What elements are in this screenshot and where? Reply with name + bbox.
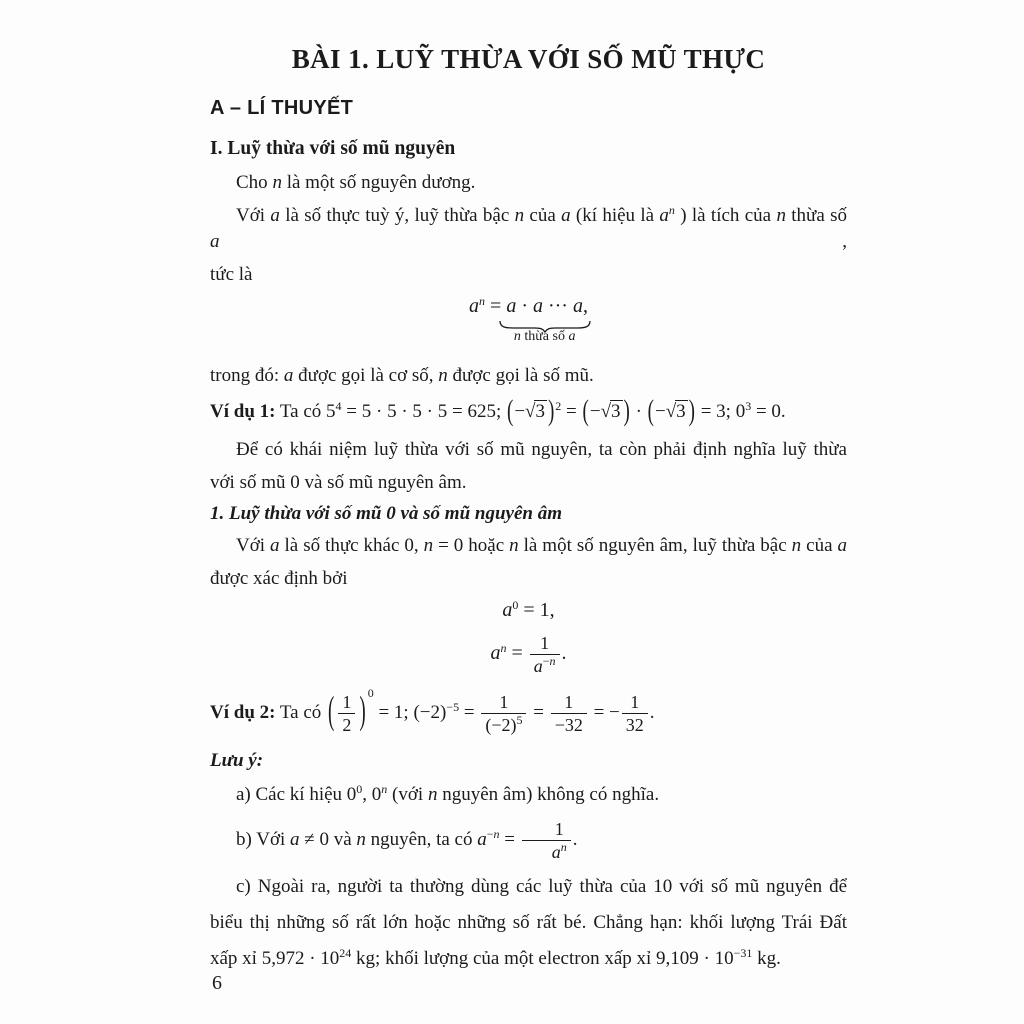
note-heading: Lưu ý: <box>210 750 264 771</box>
formula-power-definition: $a^n = a \cdot a$ ··· a n thừa số a , <box>210 295 847 357</box>
formula-a-zero: $a^0 = 1$, <box>502 598 555 621</box>
example-2-label: Ví dụ 2: <box>210 701 276 723</box>
fraction: $\frac{1}{32}$ <box>622 691 648 736</box>
section-i-heading: I. Luỹ thừa với số mũ nguyên <box>210 138 456 159</box>
page-number: 6 <box>212 972 222 994</box>
fraction: $\frac{1}{-32}$ <box>551 691 587 736</box>
example-1: Ví dụ 1: Ta có $5^4 = 5 \cdot 5 \cdot 5 \cdot 5 = 625$; (−√3 )$^2$ = (−√3 ) · (−√3 ) = 3; $0^3 = 0$. <box>210 394 786 428</box>
para-voi2-line1: Với a là số thực khác 0, n = 0 hoặc n là một số nguyên âm, luỹ thừa bậc n của a <box>236 535 847 556</box>
fraction: $\frac{1}{(-2)^5}$ <box>481 691 526 736</box>
example-1-label: Ví dụ 1: <box>210 401 276 422</box>
example-2: Ví dụ 2: Ta có ( $\frac{1}{2}$ ) $^0$ = 1; $(-2)^{-5}$ = $\frac{1}{(-2)^5}$ = $\frac{1}{-32}$ = − $\frac{1}{32}$ . <box>210 685 655 735</box>
para-tuc-la: tức là <box>210 264 253 285</box>
underbrace-group: a · a ··· a n thừa số a <box>506 295 583 318</box>
underbrace-label: n thừa số a <box>513 329 576 344</box>
heading-a-li-thuyet: A – LÍ THUYẾT <box>210 97 354 119</box>
fraction: $\frac{1}{2}$ <box>338 691 355 736</box>
note-item-c-line2: biểu thị những số rất lớn hoặc những số rất bé. Chẳng hạn: khối lượng Trái Đất <box>210 912 847 933</box>
note-item-b: b) Với a ≠ 0 và n nguyên, ta có $a^{-n}$ = $\frac{1}{a^n}$ . <box>236 819 578 862</box>
formula-a-negative: $a^n$ = $\frac{1}{a^{-n}}$ . <box>490 633 567 676</box>
note-item-c-line3: xấp xỉ $5,972 \cdot 10^{24}$ kg; khối lượng của một electron xấp xỉ $9,109 \cdot 10^{-31}$ kg. <box>210 946 781 969</box>
para-cho-n: Cho n là một số nguyên dương. <box>236 172 476 193</box>
para-trong-do: trong đó: a được gọi là cơ số, n được gọi là số mũ. <box>210 365 594 386</box>
para-de-co-line2: với số mũ 0 và số mũ nguyên âm. <box>210 472 467 493</box>
para-voi2-line2: được xác định bởi <box>210 568 348 589</box>
subsection-1-heading: 1. Luỹ thừa với số mũ 0 và số mũ nguyên âm <box>210 503 563 524</box>
fraction: $\frac{1}{a^{-n}}$ <box>530 632 560 677</box>
fraction: $\frac{1}{a^n}$ <box>522 818 571 863</box>
note-item-c-line1: c) Ngoài ra, người ta thường dùng các luỹ thừa của 10 với số mũ nguyên để <box>236 876 847 897</box>
para-voi-a: Với a là số thực tuỳ ý, luỹ thừa bậc n của a (kí hiệu là $a^n$ ) là tích của n thừa số a , <box>210 203 847 252</box>
page-title: BÀI 1. LUỸ THỪA VỚI SỐ MŨ THỰC <box>291 44 766 74</box>
page-content <box>210 44 847 981</box>
para-de-co-line1: Để có khái niệm luỹ thừa với số mũ nguyên, ta còn phải định nghĩa luỹ thừa <box>236 439 847 460</box>
note-item-a: a) Các kí hiệu $0^0$, 0$^n$ (với n nguyên âm) không có nghĩa. <box>236 782 660 805</box>
